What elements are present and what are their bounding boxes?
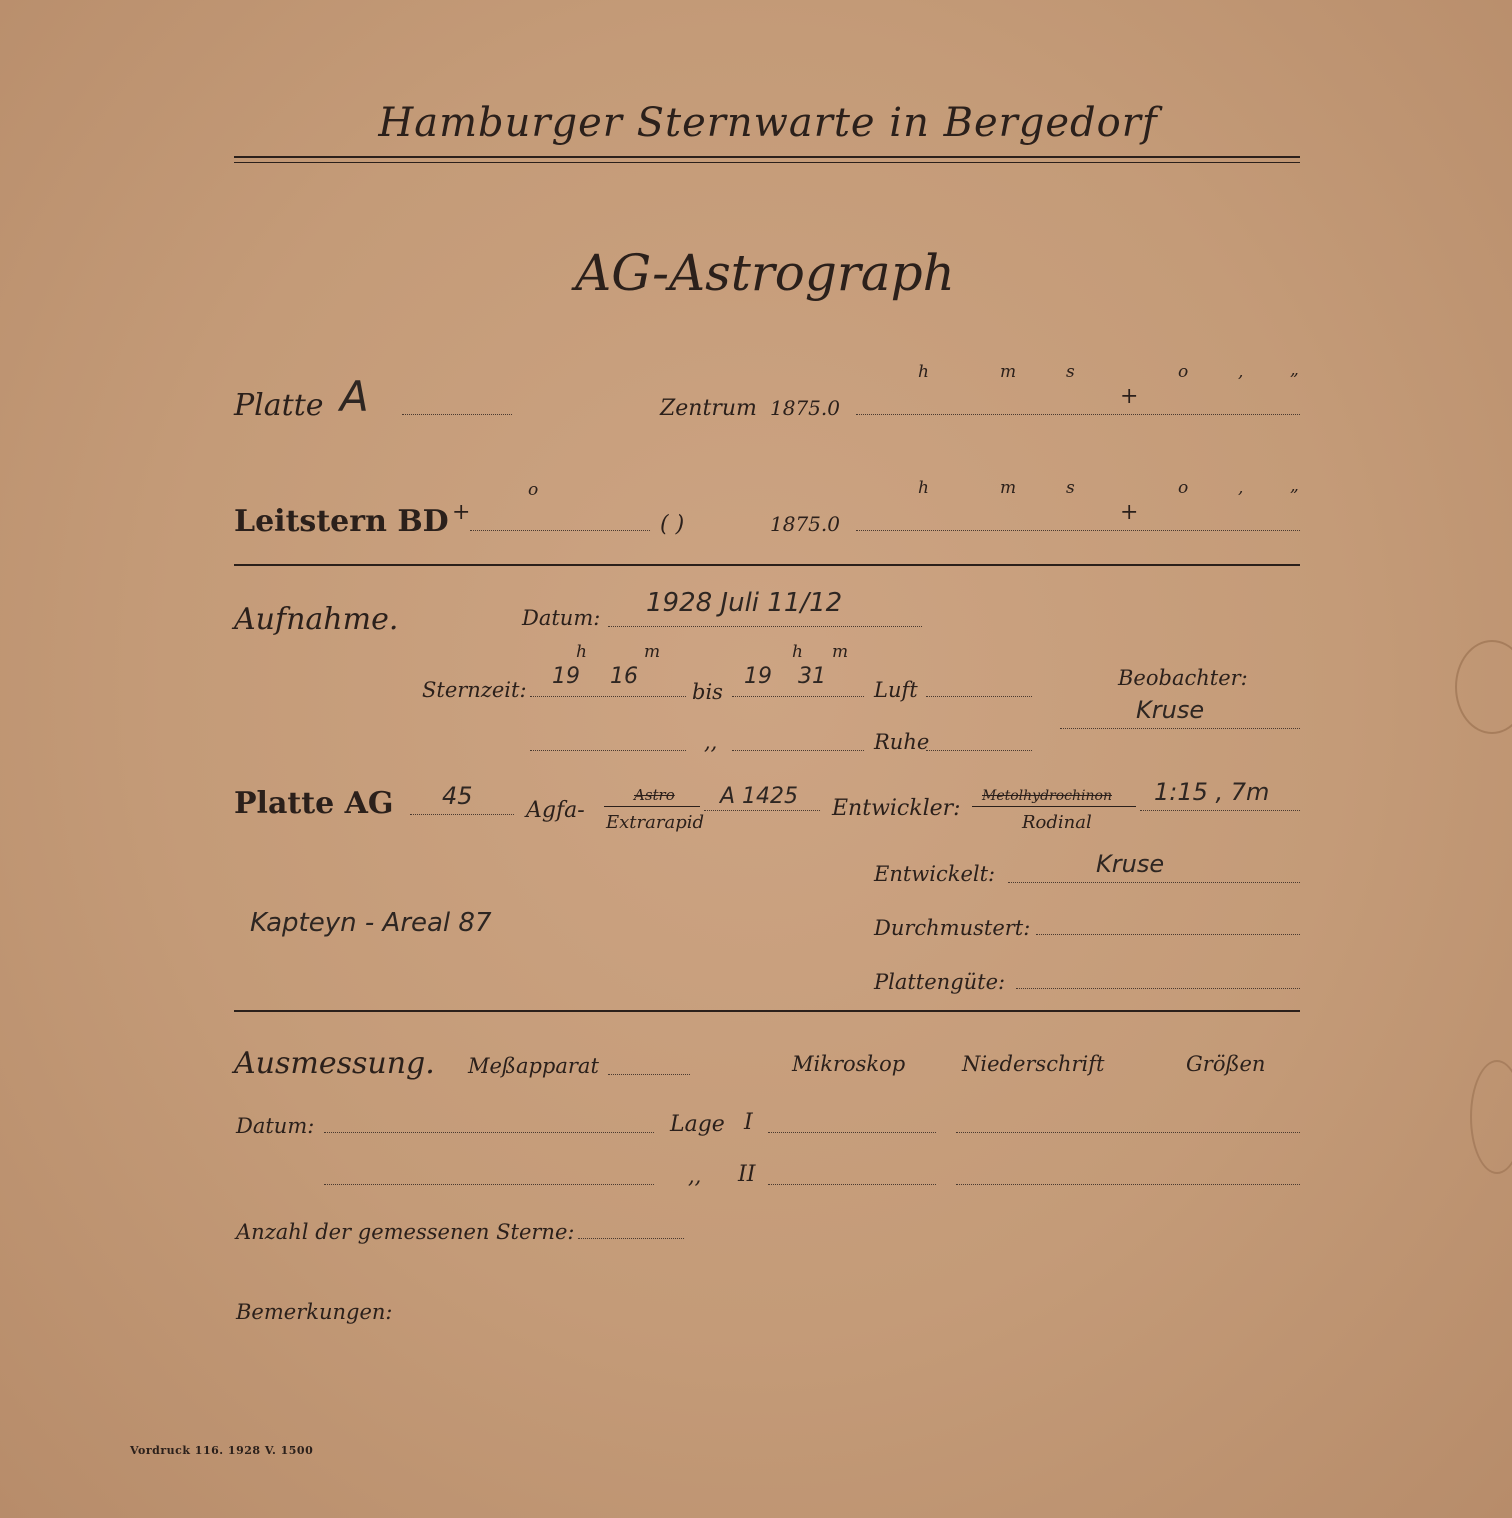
agfa-emulsion-line	[704, 810, 820, 811]
plattenguete-line	[1016, 988, 1300, 989]
entwickelt-line	[1008, 882, 1300, 883]
stain-mark	[1455, 640, 1512, 734]
lage-2-mikroskop-line	[768, 1184, 936, 1185]
beobachter-value: Kruse	[1136, 696, 1205, 724]
anzahl-line	[578, 1238, 684, 1239]
header-rule-bottom	[234, 162, 1300, 163]
agfa-emulsion: A 1425	[720, 784, 799, 809]
ruhe-blank-line-2	[732, 750, 864, 751]
datum-label: Datum:	[522, 606, 601, 630]
form-title: AG-Astrograph	[575, 244, 955, 302]
header-rule-top	[234, 156, 1300, 158]
plattenguete-label: Plattengüte:	[874, 970, 1006, 994]
sternzeit-end-line	[732, 696, 864, 697]
entwickler-sub: Rodinal	[1022, 812, 1092, 833]
sternzeit-end-h: 19	[744, 664, 772, 689]
datum-value: 1928 Juli 11/12	[646, 588, 843, 618]
unit-min: ,	[1238, 478, 1244, 498]
lage-2: II	[738, 1162, 756, 1187]
zentrum-label: Zentrum	[660, 396, 757, 421]
ausmessung-heading: Ausmessung.	[234, 1046, 435, 1081]
aufnahme-heading: Aufnahme.	[234, 602, 399, 637]
section-rule	[234, 564, 1300, 566]
luft-line	[926, 696, 1032, 697]
zentrum-line	[856, 414, 1300, 415]
agfa-struck-type: Astro	[634, 786, 675, 804]
stain-mark	[1470, 1060, 1512, 1174]
leitstern-coord-line	[856, 530, 1300, 531]
beobachter-line	[1060, 728, 1300, 729]
messapparat-label: Meßapparat	[468, 1054, 599, 1078]
entwickler-value-line	[1140, 810, 1300, 811]
unit-h: h	[918, 478, 929, 498]
datum-line	[608, 626, 922, 627]
messapparat-line	[608, 1074, 690, 1075]
lage-2-niederschrift-line	[956, 1184, 1300, 1185]
entwickler-value: 1:15 , 7m	[1154, 778, 1270, 806]
platte-ag-line	[410, 814, 514, 815]
unit-deg: o	[528, 480, 539, 500]
lage-1: I	[744, 1110, 753, 1135]
platte-value: A	[340, 372, 369, 421]
agfa-label: Agfa-	[526, 798, 585, 823]
sternzeit-start-h: 19	[552, 664, 580, 689]
unit-m: m	[644, 642, 661, 662]
ausmessung-datum-line-2	[324, 1184, 654, 1185]
ditto-mark: ,,	[704, 730, 718, 754]
plus-sign: +	[1120, 500, 1139, 525]
platte-ag-label: Platte AG	[234, 786, 394, 821]
platte-ag-number: 45	[442, 782, 473, 810]
durchmustert-line	[1036, 934, 1300, 935]
unit-deg: o	[1178, 362, 1189, 382]
zentrum-epoch: 1875.0	[770, 396, 840, 420]
entwickler-label: Entwickler:	[832, 796, 961, 821]
unit-m: m	[1000, 362, 1017, 382]
ditto-mark: ,,	[688, 1164, 702, 1188]
entwickler-fraction-line	[972, 806, 1136, 807]
entwickelt-label: Entwickelt:	[874, 862, 996, 886]
lage-1-niederschrift-line	[956, 1132, 1300, 1133]
unit-h: h	[576, 642, 587, 662]
institution-heading: Hamburger Sternwarte in Bergedorf	[378, 100, 1158, 146]
ausmessung-datum-line	[324, 1132, 654, 1133]
agfa-sub-type: Extrarapid	[606, 812, 704, 833]
ausmessung-datum-label: Datum:	[236, 1114, 315, 1138]
leitstern-label: Leitstern BD	[234, 504, 449, 539]
groessen-label: Größen	[1186, 1052, 1266, 1076]
beobachter-label: Beobachter:	[1118, 666, 1248, 690]
luft-label: Luft	[874, 678, 918, 702]
kapteyn-note: Kapteyn - Areal 87	[250, 908, 492, 938]
lage-1-mikroskop-line	[768, 1132, 936, 1133]
sternzeit-label: Sternzeit:	[422, 678, 527, 702]
unit-deg: o	[1178, 478, 1189, 498]
leitstern-line	[470, 530, 650, 531]
unit-sec: „	[1290, 360, 1299, 380]
ruhe-label: Ruhe	[874, 730, 930, 754]
leitstern-paren: ( )	[660, 512, 685, 537]
unit-h: h	[792, 642, 803, 662]
unit-sec: „	[1290, 476, 1299, 496]
agfa-fraction-line	[604, 806, 700, 807]
lage-label: Lage	[670, 1112, 725, 1137]
platte-label: Platte	[234, 388, 324, 423]
unit-s: s	[1066, 362, 1075, 382]
sternzeit-end-m: 31	[798, 664, 826, 689]
unit-h: h	[918, 362, 929, 382]
unit-s: s	[1066, 478, 1075, 498]
plus-sign: +	[1120, 384, 1139, 409]
durchmustert-label: Durchmustert:	[874, 916, 1031, 940]
unit-m: m	[832, 642, 849, 662]
ruhe-line	[926, 750, 1032, 751]
unit-min: ,	[1238, 362, 1244, 382]
leitstern-epoch: 1875.0	[770, 512, 840, 536]
mikroskop-label: Mikroskop	[792, 1052, 906, 1076]
sternzeit-start-line	[530, 696, 686, 697]
anzahl-label: Anzahl der gemessenen Sterne:	[236, 1220, 575, 1244]
sternzeit-start-m: 16	[610, 664, 638, 689]
entwickler-struck: Metolhydrochinon	[982, 788, 1112, 804]
section-rule	[234, 1010, 1300, 1012]
unit-m: m	[1000, 478, 1017, 498]
imprint-footer: Vordruck 116. 1928 V. 1500	[130, 1444, 314, 1457]
platte-line	[402, 414, 512, 415]
leitstern-sign: +	[452, 500, 471, 525]
niederschrift-label: Niederschrift	[962, 1052, 1105, 1076]
entwickelt-value: Kruse	[1096, 850, 1165, 878]
bemerkungen-label: Bemerkungen:	[236, 1300, 393, 1324]
bis-label: bis	[692, 680, 723, 704]
ruhe-blank-line	[530, 750, 686, 751]
